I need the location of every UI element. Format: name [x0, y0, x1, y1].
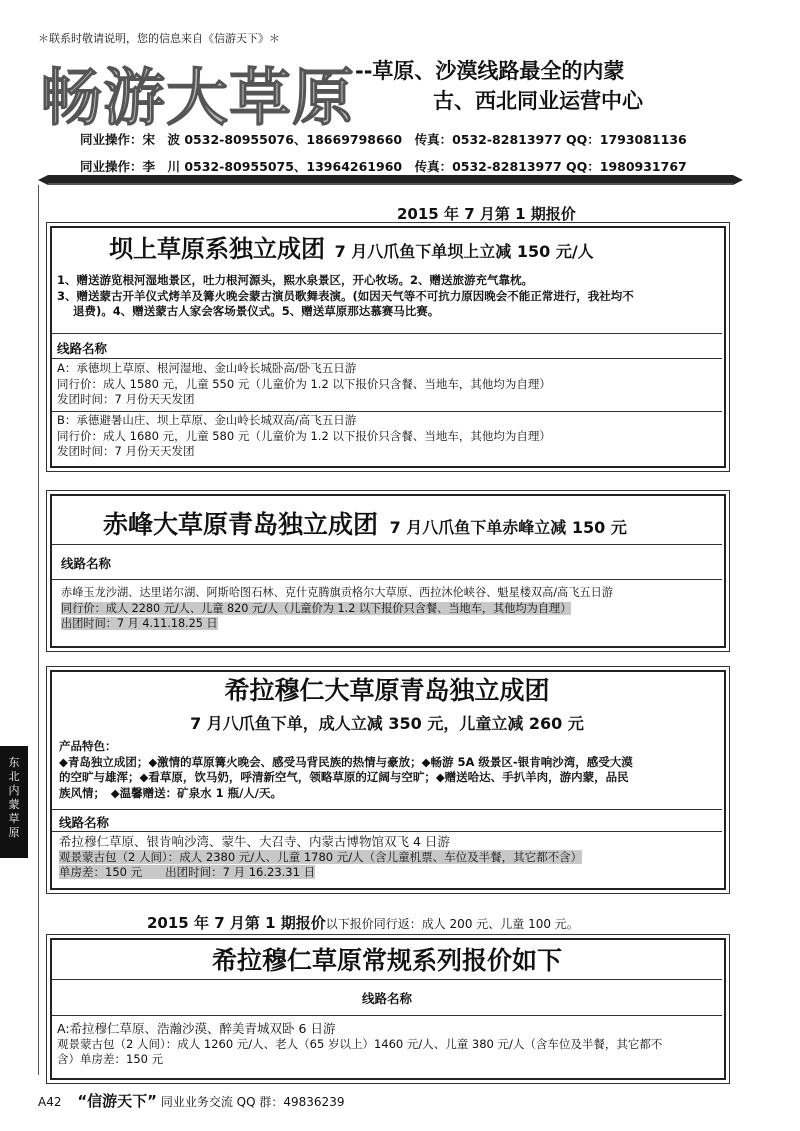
route-b-price: 同行价：成人 1680 元，儿童 580 元（儿童价为 1.2 以下报价只含餐、当地车，其他均为自理）: [57, 428, 551, 443]
box3-route-header: 线路名称: [59, 815, 110, 830]
source-note: ＊联系时敬请说明，您的信息来自《信游天下》＊: [38, 32, 280, 45]
tour-box-chifeng: [46, 490, 730, 652]
route-a-date: 发团时间：7 月份天天发团: [57, 392, 195, 406]
box2-title-small: 7 月八爪鱼下单赤峰立减 150 元: [389, 518, 627, 537]
box1-gift-line: 1、赠送游览根河湿地景区，吐力根河源头，熙水泉景区，开心牧场。2、赠送旅游充气靠枕。: [57, 273, 533, 287]
box3-route-price: 观景蒙古包（2 人间）：成人 2380 元/人、儿童 1780 元/人（含儿童机票、车位及半餐，其它都不含）: [59, 849, 583, 864]
issue2-line: [147, 912, 579, 933]
box2-route-price: 同行价：成人 2280 元/人、儿童 820 元/人（儿童价为 1.2 以下报价只含餐、当地车，其他均为自理）: [61, 601, 572, 615]
footer-brand: “信游天下”: [77, 1092, 158, 1110]
box3-subtitle: 7 月八爪鱼下单，成人立减 350 元，儿童立减 260 元: [190, 714, 584, 733]
box1-route-a: [57, 361, 722, 408]
box2-title: [103, 505, 627, 541]
box1-title: [109, 229, 594, 264]
box4-title: 希拉穆仁草原常规系列报价如下: [211, 946, 562, 975]
issue2-bold: 2015 年 7 月第 1 期报价: [147, 914, 326, 932]
box3-feature-line: 族风情； ◆温馨赠送：矿泉水 1 瓶/人/天。: [59, 785, 283, 800]
box4-route-price: 观景蒙古包（2 人间）：成人 1260 元/人、老人（65 岁以上）1460 元/人、儿童 380 元/人（含车位及半餐，其它都不: [57, 1036, 663, 1051]
box2-route-header: 线路名称: [61, 556, 112, 571]
region-side-tab: [0, 746, 28, 858]
box2-route-name: 赤峰玉龙沙湖、达里诺尔湖、阿斯哈图石林、克什克腾旗贡格尔大草原、西拉沐伦峡谷、魁星楼双高/高飞五日游: [61, 586, 613, 599]
box3-feature-line: ◆青岛独立成团；◆激情的草原篝火晚会、感受马背民族的热情与豪放；◆畅游 5A 级景区-银肯响沙湾，感受大漠: [59, 754, 633, 769]
box3-route-date: 单房差：150 元 出团时间：7 月 16.23.31 日: [59, 865, 316, 879]
side-tab-char: 内: [8, 784, 20, 797]
box4-route-header: 线路名称: [361, 991, 412, 1006]
tour-box-xilamuren: [46, 666, 730, 894]
left-rule: [38, 185, 39, 1075]
side-tab-char: 草: [8, 812, 20, 825]
side-tab-char: 东: [8, 756, 20, 769]
box1-title-small: 7 月八爪鱼下单坝上立减 150 元/人: [334, 242, 594, 261]
side-tab-char: 原: [8, 826, 20, 839]
box1-gift-line: 3、赠送蒙古开羊仪式烤羊及篝火晚会蒙古演员歌舞表演。(如因天气等不可抗力原因晚会不能正常进行，我社均不: [57, 288, 634, 303]
box3-feature-label: 产品特色：: [59, 739, 117, 753]
box3-features: [59, 739, 721, 801]
box1-route-b: [57, 413, 722, 460]
footer-qq: 同业业务交流 QQ 群：49836239: [160, 1095, 345, 1109]
box2-route-date: 出团时间：7 月 4.11.18.25 日: [61, 617, 218, 630]
logo-text: 畅游大草原: [40, 61, 356, 134]
header-divider-arrow: [38, 175, 743, 185]
box3-route-name: 希拉穆仁草原、银肯响沙湾、蒙牛、大召寺、内蒙古博物馆双飞 4 日游: [59, 834, 450, 849]
side-tab-char: 北: [8, 770, 20, 783]
route-a-price: 同行价：成人 1580 元，儿童 550 元（儿童价为 1.2 以下报价只含餐、当地车，其他均为自理）: [57, 376, 551, 391]
box1-route-header: 线路名称: [57, 341, 108, 356]
route-b-name: B：承德避暑山庄、坝上草原、金山岭长城双高/高飞五日游: [57, 413, 357, 427]
route-a-name: A：承德坝上草原、根河湿地、金山岭长城卧高/卧飞五日游: [57, 361, 357, 375]
footer: [38, 1090, 344, 1111]
operator-contact-2: 同业操作：李 川 0532-80955075、13964261960 传真：0532-82813977 QQ：1980931767: [80, 159, 687, 174]
tour-box-xilamuren-regular: [46, 934, 730, 1084]
box3-route: [59, 834, 721, 881]
box1-title-big: 坝上草原系独立成团: [109, 235, 325, 263]
issue-title: 2015 年 7 月第 1 期报价: [397, 205, 576, 223]
slogan-line2: 古、西北同业运营中心: [433, 89, 643, 113]
route-b-date: 发团时间：7 月份天天发团: [57, 444, 195, 458]
tour-box-bashang: [46, 222, 730, 472]
box2-route: [61, 585, 723, 632]
box1-gift-line: 退费)。4、赠送蒙古人家会客场景仪式。5、赠送草原那达慕赛马比赛。: [73, 304, 440, 318]
page-number: A42: [38, 1095, 62, 1109]
box4-route: [57, 1021, 721, 1068]
box4-route-name: A:希拉穆仁草原、浩瀚沙漠、醉美青城双卧 6 日游: [57, 1021, 336, 1036]
box3-title: 希拉穆仁大草原青岛独立成团: [224, 676, 550, 705]
box2-title-big: 赤峰大草原青岛独立成团: [103, 510, 379, 539]
side-tab-char: 蒙: [8, 798, 20, 811]
issue2-note: 以下报价同行返：成人 200 元、儿童 100 元。: [325, 917, 579, 931]
slogan: [355, 56, 643, 116]
box3-feature-line: 的空旷与雄浑；◆看草原，饮马奶，呼清新空气，领略草原的辽阔与空旷；◆赠送哈达、手扒羊肉，游内蒙，品民: [59, 770, 629, 784]
box1-gifts: [57, 273, 722, 320]
slogan-line1: --草原、沙漠线路最全的内蒙: [355, 59, 625, 83]
box4-route-price: 含）单房差：150 元: [57, 1052, 164, 1066]
operator-contact-1: 同业操作：宋 波 0532-80955076、18669798660 传真：0532-82813977 QQ：1793081136: [80, 132, 687, 147]
